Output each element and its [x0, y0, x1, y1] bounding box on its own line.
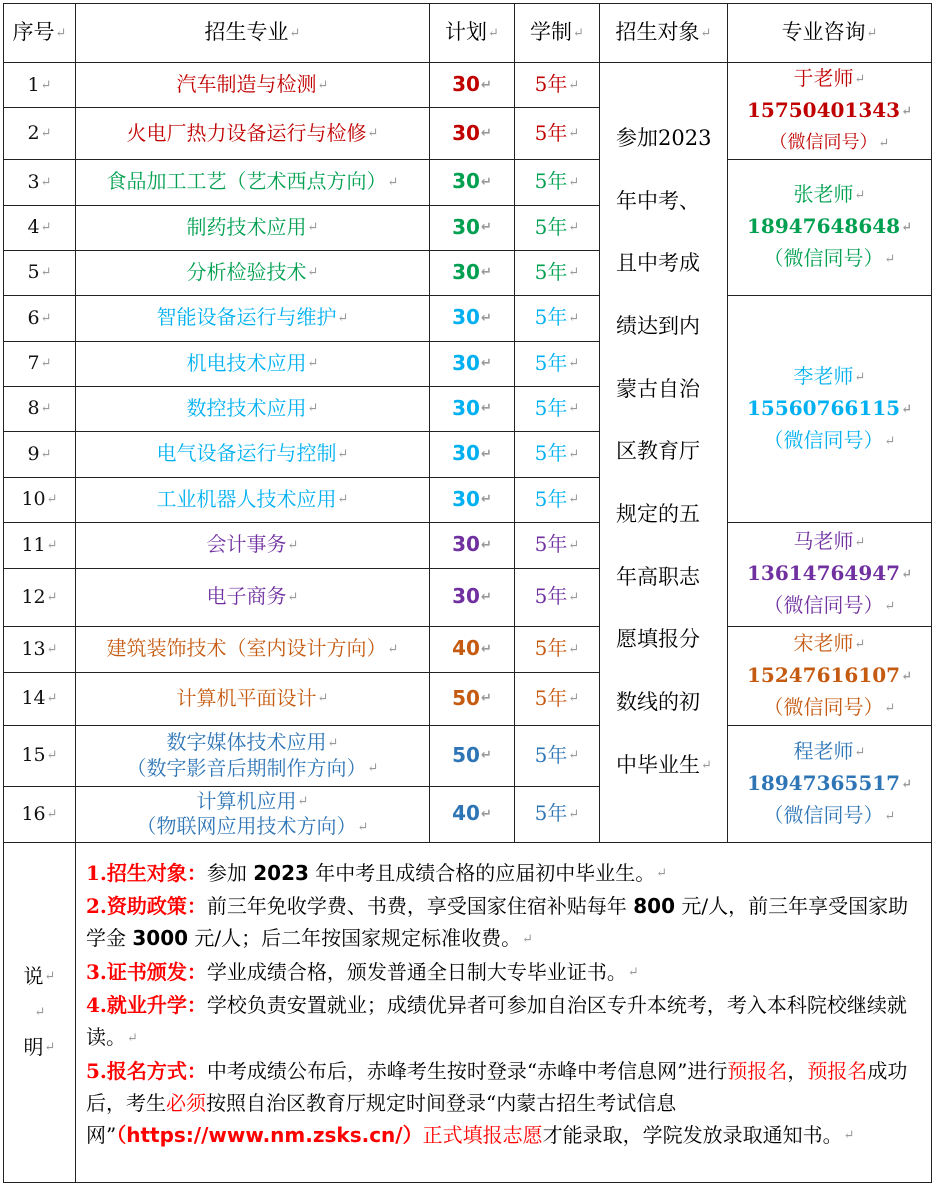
- duration: 5年↵: [515, 725, 600, 786]
- notes-row: [4, 842, 932, 1182]
- header-no: 序号↵: [4, 4, 76, 63]
- plan-count: 50↵: [430, 672, 515, 725]
- major-name: 工业机器人技术应用↵: [76, 477, 430, 522]
- plan-count: 30↵: [430, 63, 515, 108]
- note-1: 1.招生对象：参加 2023 年中考且成绩合格的应届初中毕业生。↵: [86, 860, 668, 885]
- major-name: 数字媒体技术应用↵ （数字影音后期制作方向）↵: [76, 725, 430, 786]
- table-row: [4, 725, 932, 786]
- duration: 5年↵: [515, 477, 600, 522]
- contact-li: 李老师↵ 15560766115↵ （微信同号）↵: [728, 295, 932, 522]
- plan-count: 30↵: [430, 386, 515, 431]
- duration: 5年↵: [515, 63, 600, 108]
- contact-ma: 马老师↵ 13614764947↵ （微信同号）↵: [728, 522, 932, 626]
- row-number: 14↵: [4, 672, 76, 725]
- enrollment-target: 参加2023 年中考、 且中考成 绩达到内 蒙古自治 区教育厅 规定的五 年高职志 愿填报分 数线的初 中毕业生↵: [600, 63, 728, 843]
- duration: 5年↵: [515, 386, 600, 431]
- row-number: 5↵: [4, 250, 76, 295]
- duration: 5年↵: [515, 108, 600, 159]
- header-row: [4, 4, 932, 63]
- table-row: [4, 626, 932, 672]
- header-consult: 专业咨询↵: [728, 4, 932, 63]
- contact-song: 宋老师↵ 15247616107↵ （微信同号）↵: [728, 626, 932, 725]
- major-name: 火电厂热力设备运行与检修↵: [76, 108, 430, 159]
- major-name: 智能设备运行与维护↵: [76, 295, 430, 341]
- major-name: 电子商务↵: [76, 568, 430, 626]
- major-name: 电气设备运行与控制↵: [76, 431, 430, 477]
- row-number: 8↵: [4, 386, 76, 431]
- duration: 5年↵: [515, 295, 600, 341]
- duration: 5年↵: [515, 250, 600, 295]
- plan-count: 30↵: [430, 250, 515, 295]
- major-name: 建筑装饰技术（室内设计方向）↵: [76, 626, 430, 672]
- header-duration: 学制↵: [515, 4, 600, 63]
- major-name: 会计事务↵: [76, 522, 430, 568]
- plan-count: 30↵: [430, 108, 515, 159]
- note-3: 3.证书颁发：学业成绩合格，颁发普通全日制大专毕业证书。↵: [86, 959, 639, 984]
- notes-content: [76, 842, 932, 1182]
- major-name: 食品加工工艺（艺术西点方向）↵: [76, 159, 430, 205]
- row-number: 12↵: [4, 568, 76, 626]
- duration: 5年↵: [515, 672, 600, 725]
- major-name: 计算机应用↵ （物联网应用技术方向）↵: [76, 786, 430, 842]
- note-5: 5.报名方式：中考成绩公布后，赤峰考生按时登录“赤峰中考信息网”进行预报名，预报名成功后，考生必须按照自治区教育厅规定时间登录“内蒙古招生考试信息网”（https://www.nm.zsks.cn/）正式填报志愿才能录取，学院发放录取通知书。↵: [86, 1058, 908, 1147]
- plan-count: 30↵: [430, 522, 515, 568]
- plan-count: 30↵: [430, 568, 515, 626]
- major-name: 机电技术应用↵: [76, 341, 430, 386]
- header-plan: 计划↵: [430, 4, 515, 63]
- major-name: 计算机平面设计↵: [76, 672, 430, 725]
- contact-zhang: 张老师↵ 18947648648↵ （微信同号）↵: [728, 159, 932, 295]
- row-number: 10↵: [4, 477, 76, 522]
- duration: 5年↵: [515, 626, 600, 672]
- major-name: 数控技术应用↵: [76, 386, 430, 431]
- row-number: 11↵: [4, 522, 76, 568]
- plan-count: 30↵: [430, 295, 515, 341]
- table-row: [4, 63, 932, 108]
- table-row: [4, 295, 932, 341]
- duration: 5年↵: [515, 205, 600, 250]
- major-name: 分析检验技术↵: [76, 250, 430, 295]
- plan-count: 40↵: [430, 626, 515, 672]
- plan-count: 50↵: [430, 725, 515, 786]
- duration: 5年↵: [515, 786, 600, 842]
- duration: 5年↵: [515, 341, 600, 386]
- row-number: 3↵: [4, 159, 76, 205]
- row-number: 13↵: [4, 626, 76, 672]
- row-number: 7↵: [4, 341, 76, 386]
- duration: 5年↵: [515, 159, 600, 205]
- contact-yu: 于老师↵ 15750401343↵ （微信同号）↵: [728, 63, 932, 160]
- row-number: 2↵: [4, 108, 76, 159]
- row-number: 6↵: [4, 295, 76, 341]
- registration-url: （https://www.nm.zsks.cn/）: [116, 1122, 423, 1147]
- duration: 5年↵: [515, 568, 600, 626]
- notes-label: 说↵ ↵ 明↵: [4, 842, 76, 1182]
- major-name: 汽车制造与检测↵: [76, 63, 430, 108]
- header-target: 招生对象↵: [600, 4, 728, 63]
- duration: 5年↵: [515, 431, 600, 477]
- table-row: [4, 522, 932, 568]
- plan-count: 30↵: [430, 431, 515, 477]
- plan-count: 30↵: [430, 477, 515, 522]
- note-4: 4.就业升学：学校负责安置就业；成绩优异者可参加自治区专升本统考，考入本科院校继续就读。↵: [86, 993, 907, 1049]
- header-major: 招生专业↵: [76, 4, 430, 63]
- row-number: 4↵: [4, 205, 76, 250]
- major-name: 制药技术应用↵: [76, 205, 430, 250]
- row-number: 1↵: [4, 63, 76, 108]
- plan-count: 30↵: [430, 341, 515, 386]
- plan-count: 30↵: [430, 159, 515, 205]
- plan-count: 30↵: [430, 205, 515, 250]
- note-2: 2.资助政策：前三年免收学费、书费，享受国家住宿补贴每年 800 元/人，前三年享受国家助学金 3000 元/人；后二年按国家规定标准收费。↵: [86, 894, 909, 950]
- row-number: 9↵: [4, 431, 76, 477]
- row-number: 15↵: [4, 725, 76, 786]
- contact-cheng: 程老师↵ 18947365517↵ （微信同号）↵: [728, 725, 932, 842]
- enrollment-table: [3, 3, 932, 1183]
- duration: 5年↵: [515, 522, 600, 568]
- table-row: [4, 159, 932, 205]
- row-number: 16↵: [4, 786, 76, 842]
- plan-count: 40↵: [430, 786, 515, 842]
